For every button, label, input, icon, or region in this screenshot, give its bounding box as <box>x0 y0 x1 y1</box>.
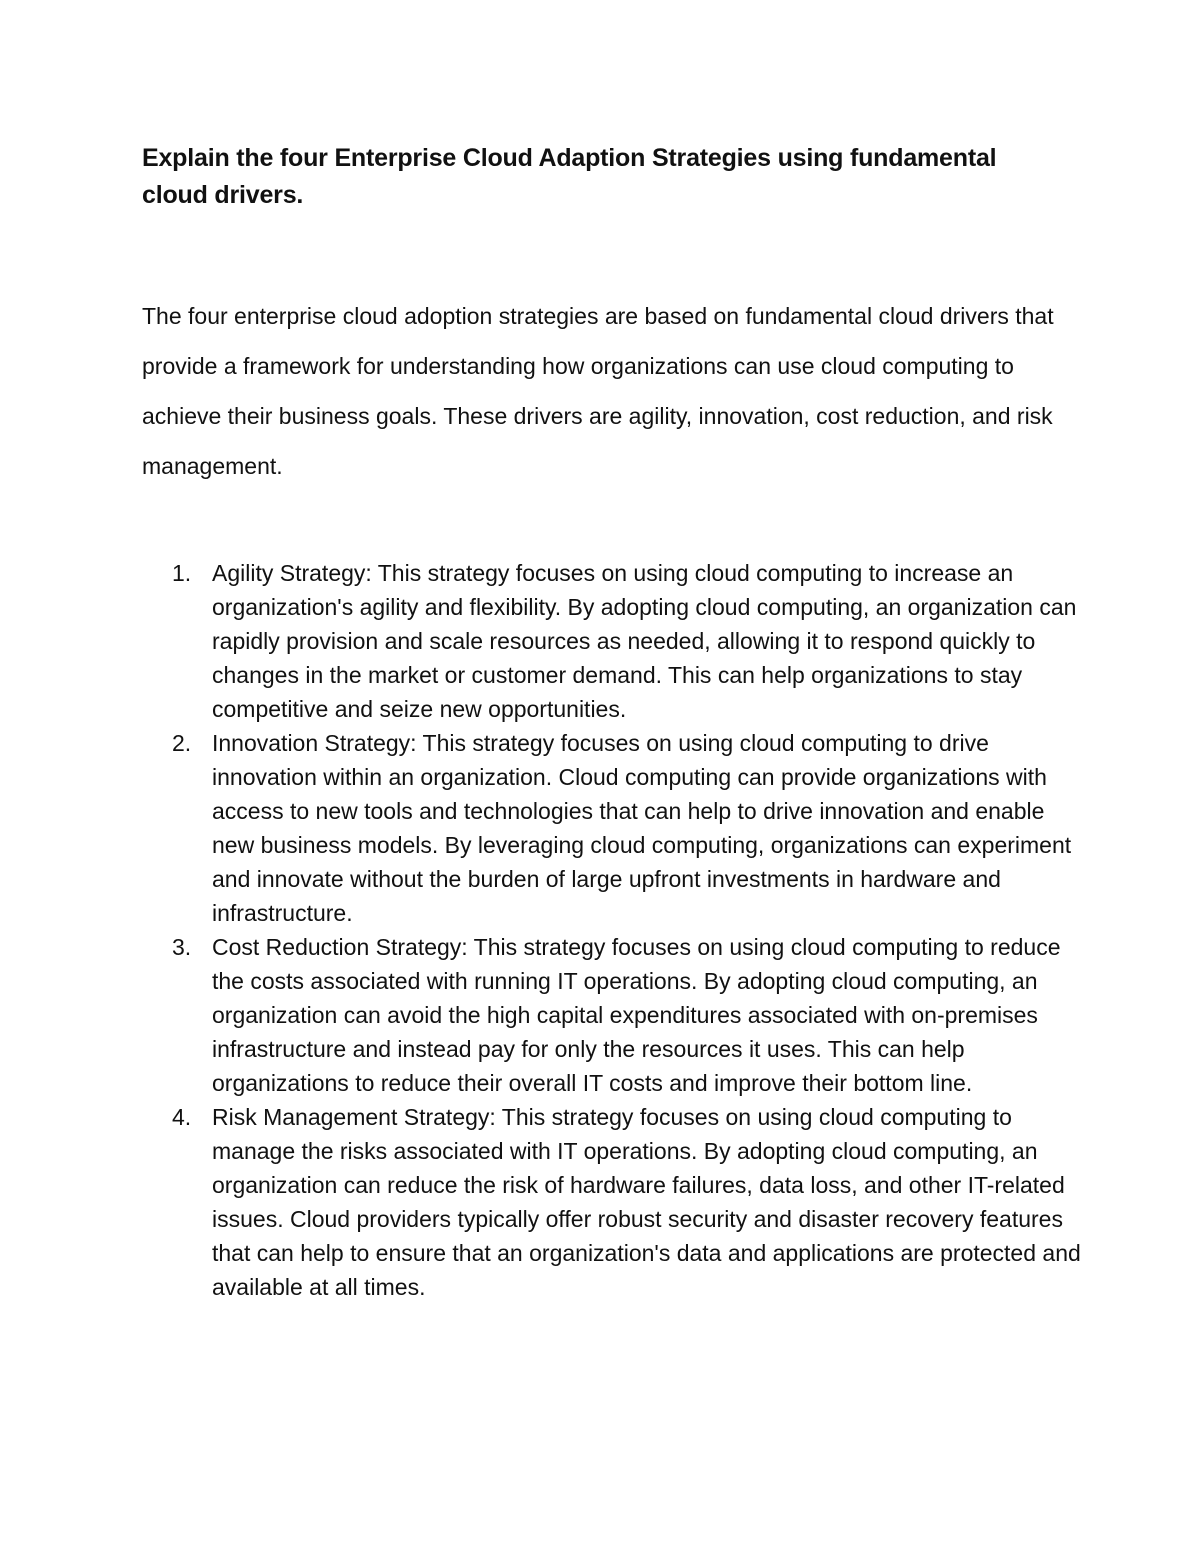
strategy-text: Agility Strategy: This strategy focuses on using cloud computing to increase an organization's agility and flexibility. By adopting cloud computing, an organization can rapidly provision and scale resources as needed, allowing it to respond quickly to changes in the market or customer demand. This can help organizations to stay competitive and seize new opportunities. <box>212 560 1077 722</box>
strategy-item-risk-management <box>142 1100 1087 1304</box>
strategy-number: 4. <box>172 1104 192 1130</box>
strategy-text: Innovation Strategy: This strategy focuses on using cloud computing to drive innovation within an organization. Cloud computing can provide organizations with access to new tools and technologies that can help to drive innovation and enable new business models. By leveraging cloud computing, organizations can experiment and innovate without the burden of large upfront investments in hardware and infrastructure. <box>212 730 1072 926</box>
strategy-item-innovation <box>142 726 1087 930</box>
strategy-list <box>142 556 1087 1304</box>
strategy-number: 3. <box>172 934 192 960</box>
strategy-number: 1. <box>172 560 192 586</box>
strategy-text: Cost Reduction Strategy: This strategy focuses on using cloud computing to reduce the costs associated with running IT operations. By adopting cloud computing, an organization can avoid the high capital expenditures associated with on-premises infrastructure and instead pay for only the resources it uses. This can help organizations to reduce their overall IT costs and improve their bottom line. <box>212 934 1061 1096</box>
strategy-item-agility <box>142 556 1087 726</box>
document-title: Explain the four Enterprise Cloud Adaption Strategies using fundamental cloud drivers. <box>142 144 997 209</box>
strategy-text: Risk Management Strategy: This strategy focuses on using cloud computing to manage the risks associated with IT operations. By adopting cloud computing, an organization can reduce the risk of hardware failures, data loss, and other IT-related issues. Cloud providers typically offer robust security and disaster recovery features that can help to ensure that an organization's data and applications are protected and available at all times. <box>212 1104 1081 1300</box>
strategy-number: 2. <box>172 730 192 756</box>
intro-paragraph: The four enterprise cloud adoption strategies are based on fundamental cloud drivers that provide a framework for understanding how organizations can use cloud computing to achieve their business goals. These drivers are agility, innovation, cost reduction, and risk management. <box>142 303 1054 479</box>
strategy-item-cost-reduction <box>142 930 1087 1100</box>
